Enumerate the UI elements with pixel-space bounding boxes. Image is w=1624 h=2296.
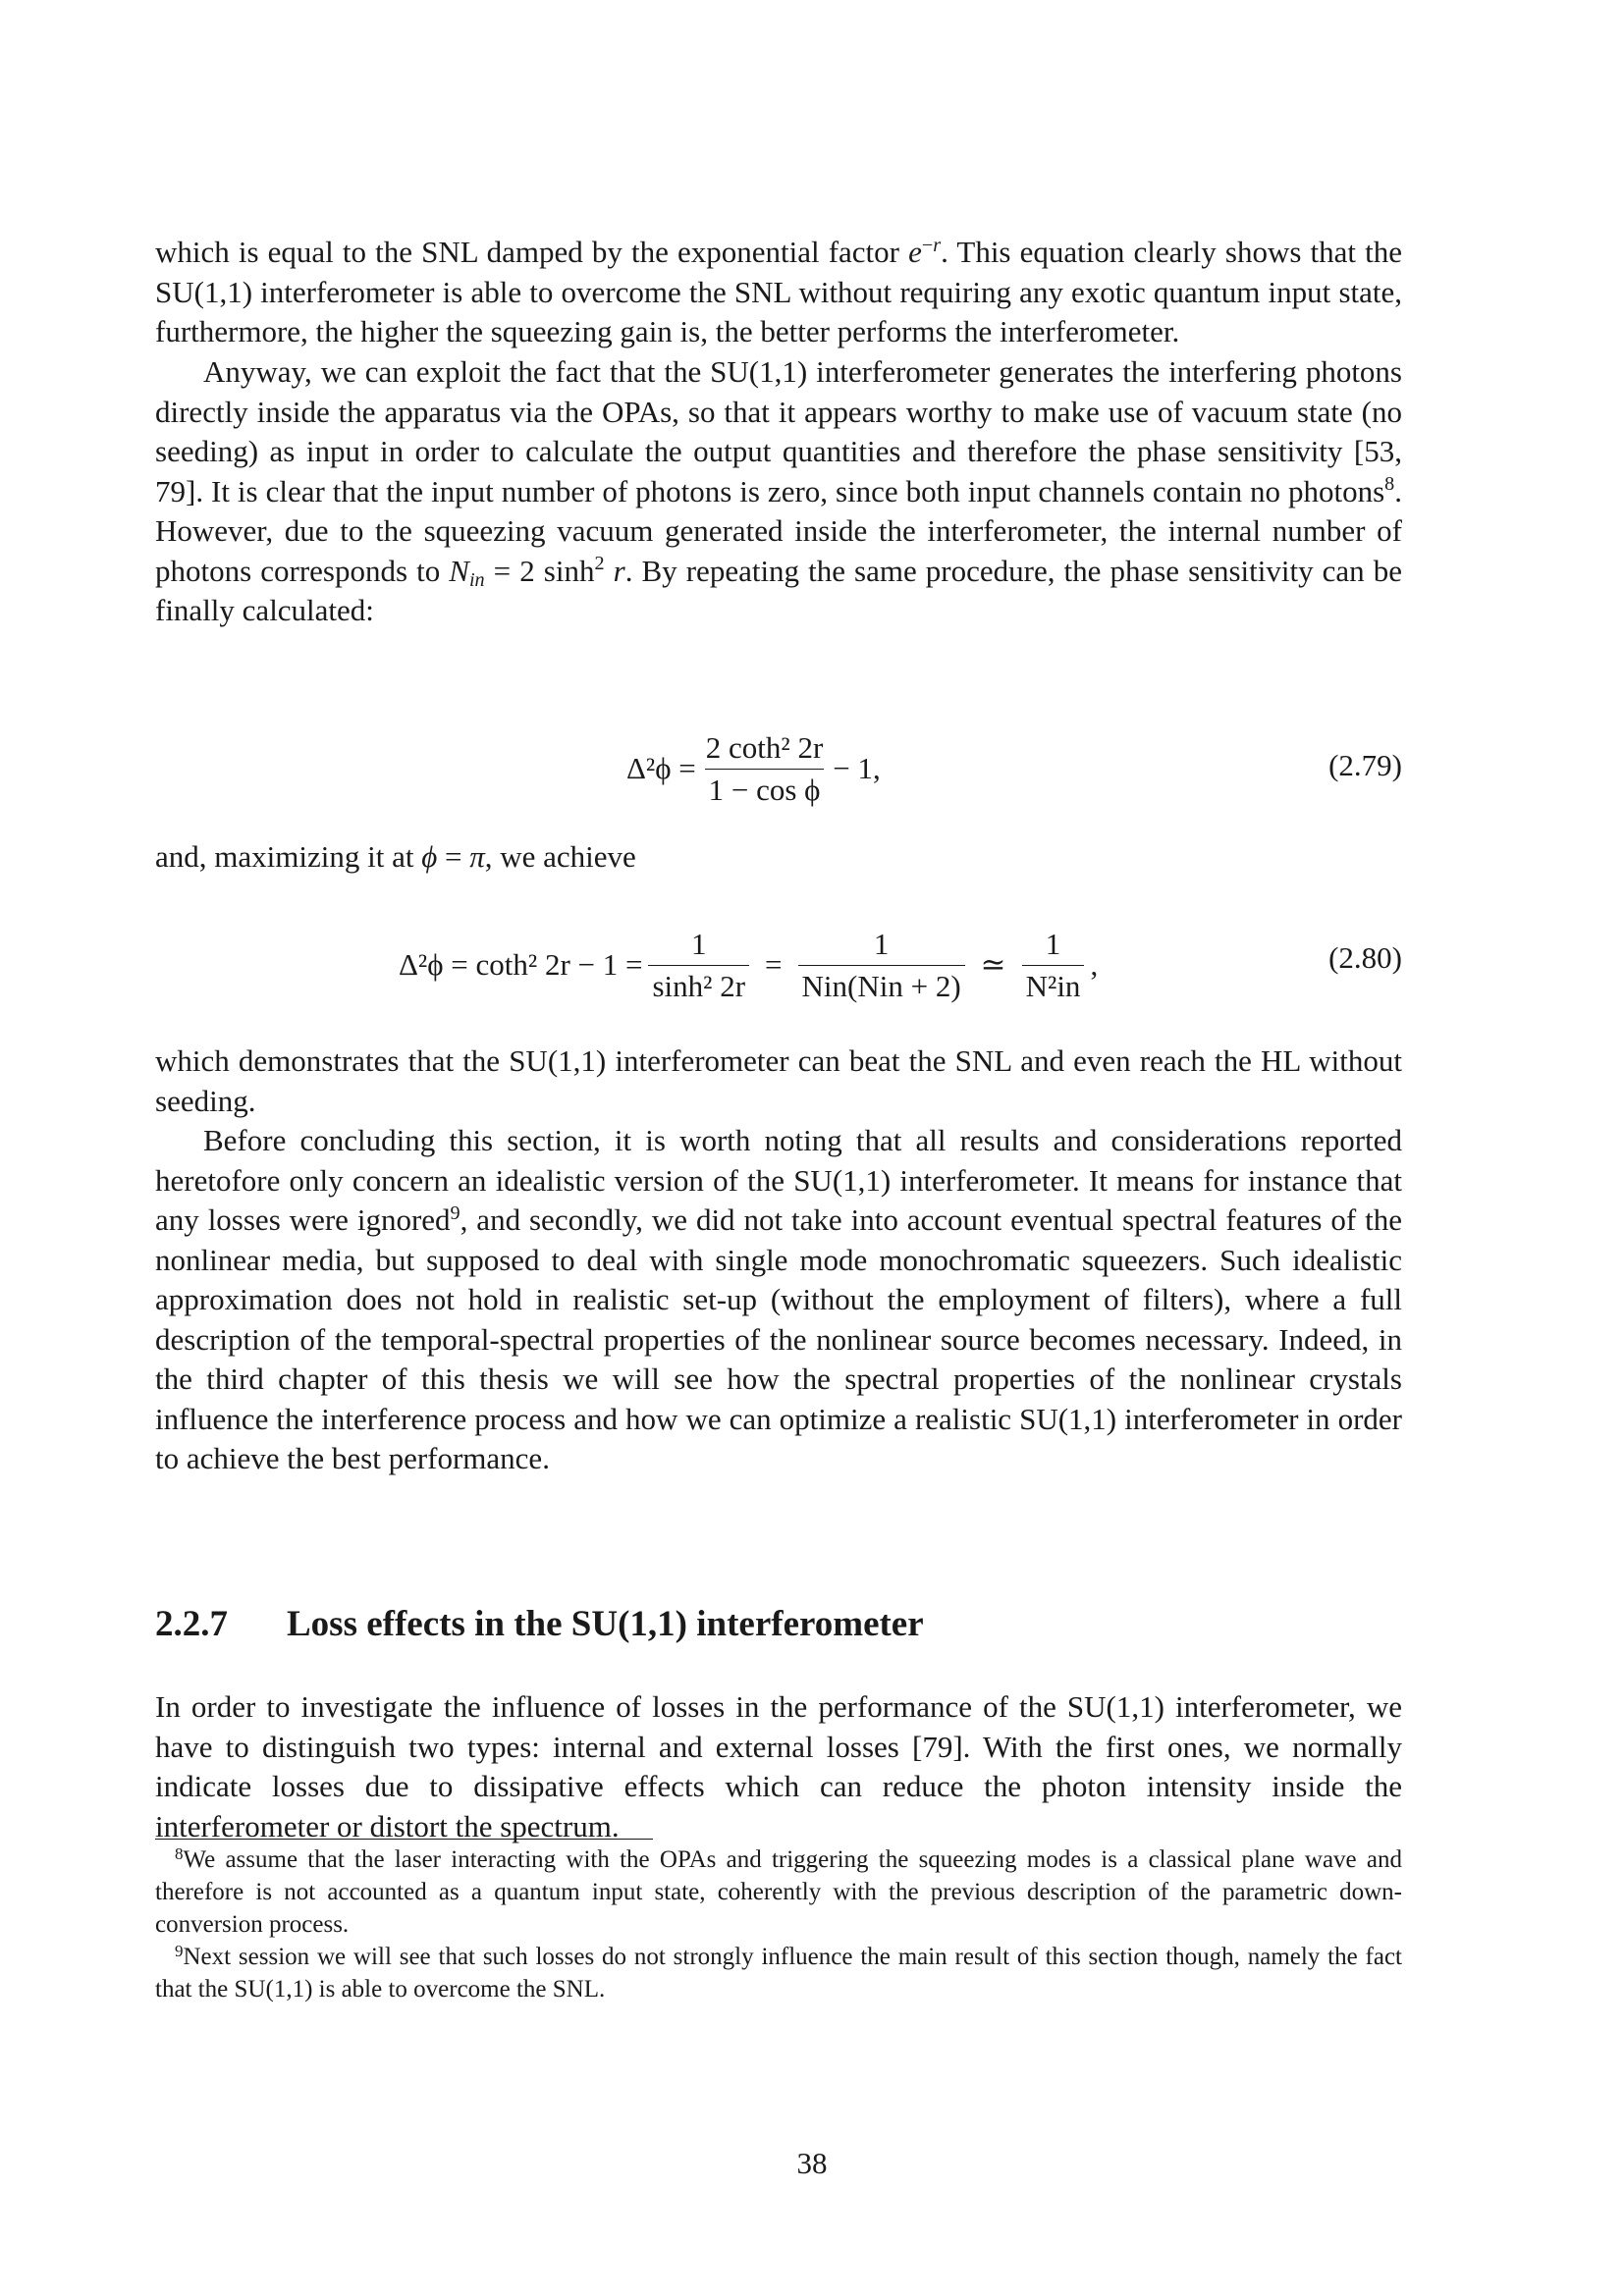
paragraph-4-text: which demonstrates that the SU(1,1) interferometer can beat the SNL and even reach the HL without seeding. (155, 1043, 1402, 1118)
paragraph-3-text: and, maximizing it at ϕ = π, we achieve (155, 839, 636, 874)
footnote-mark-9[interactable]: 9 (450, 1201, 460, 1224)
eq-2-79-fraction (702, 731, 828, 807)
eq-2-80-fraction-3 (1022, 928, 1085, 1003)
paragraph-2-text: Anyway, we can exploit the fact that the SU(1,1) interferometer generates the interfering photons directly inside the apparatus via the OPAs, so that it appears worthy to make use of vacuum state (no seeding) as input in order to calculate the output quantities and therefore the phase sensitivity [53, 79]. It is clear that the input number of photons is zero, since both input channels contain no photons$^8$. However, due to the squeezing vacuum generated inside the interferometer, the internal number of photons corresponds to $N_{in} = 2$ $\sinh^2 r$. By repeating the same procedure, the phase sensitivity can be finally calculated: (155, 354, 1402, 627)
eq-2-80-equals: = (765, 947, 783, 982)
eq-2-80-lhs: Δ²ϕ = coth² 2r − 1 = (399, 947, 643, 982)
paragraph-6 (155, 1687, 1402, 1846)
equation-2-80 (155, 911, 1402, 1019)
paragraph-6-text: In order to investigate the influence of losses in the performance of the SU(1,1) interferometer, we have to distinguish two types: internal and external losses [79]. With the first ones, we normally indicate losses due to dissipative effects which can reduce the photon intensity inside the interferometer or distort the spectrum. (155, 1689, 1402, 1843)
eq-2-79-denominator: 1 − cos ϕ (705, 769, 825, 807)
footnote-8 (155, 1843, 1402, 1941)
paragraph-2 (155, 352, 1402, 631)
footnotes (155, 1843, 1402, 2005)
eq-2-80-fraction-2 (798, 928, 965, 1003)
eq-2-80-comma: , (1090, 947, 1099, 982)
section-heading (155, 1603, 924, 1645)
eq-2-80-f2-denominator: Nin(Nin + 2) (798, 965, 965, 1003)
equation-2-79-expression (626, 720, 881, 818)
footnote-8-mark: 8 (175, 1843, 184, 1863)
equation-number-2-79: (2.79) (1328, 748, 1402, 782)
section-number: 2.2.7 (155, 1604, 228, 1644)
footnote-9 (155, 1941, 1402, 2005)
eq-2-79-lhs: Δ²ϕ = (626, 751, 696, 785)
footnote-separator (155, 1839, 653, 1840)
footnote-9-text: Next session we will see that such losses do not strongly influence the main result of this section though, namely the fact that the SU(1,1) is able to overcome the SNL. (155, 1944, 1402, 2002)
eq-2-80-f1-numerator: 1 (691, 926, 707, 961)
footnote-mark-8[interactable]: 8 (1384, 473, 1395, 496)
paragraph-5-text: Before concluding this section, it is worth noting that all results and considerations reported heretofore only concern an idealistic version of the SU(1,1) interferometer. It means for instance that any losses were ignored$^9$, and secondly, we did not take into account eventual spectral features of the nonlinear media, but supposed to deal with single mode monochromatic squeezers. Such idealistic approximation does not hold in realistic set-up (without the employment of filters), where a full description of the temporal-spectral properties of the nonlinear source becomes necessary. Indeed, in the third chapter of this thesis we will see how the spectral properties of the nonlinear crystals influence the interference process and how we can optimize a realistic SU(1,1) interferometer in order to achieve the best performance. (155, 1123, 1402, 1475)
eq-2-80-f3-denominator: N²in (1022, 965, 1085, 1003)
footnote-9-mark: 9 (175, 1941, 184, 1960)
eq-2-80-f2-numerator: 1 (873, 926, 890, 961)
section-title: Loss effects in the SU(1,1) interferometer (287, 1604, 924, 1644)
eq-2-80-fraction-1 (648, 928, 749, 1003)
paragraph-1-text: which is equal to the SNL damped by the exponential factor $e^{-r}$. This equation clearly shows that the SU(1,1) interferometer is able to overcome the SNL without requiring any exotic quantum input state, furthermore, the higher the squeezing gain is, the better performs the interferometer. (155, 234, 1402, 348)
eq-2-79-numerator: 2 coth² 2r (705, 729, 824, 765)
paragraph-4 (155, 1041, 1402, 1121)
eq-2-80-f3-numerator: 1 (1045, 926, 1061, 961)
paragraph-5 (155, 1121, 1402, 1479)
equation-2-79 (155, 720, 1402, 818)
eq-2-79-tail: − 1, (833, 751, 881, 785)
equation-2-80-expression (399, 911, 1098, 1019)
paragraph-3 (155, 837, 1402, 878)
eq-2-80-approx: ≃ (980, 947, 1006, 982)
paragraph-1 (155, 233, 1402, 352)
equation-number-2-80: (2.80) (1328, 940, 1402, 975)
eq-2-80-f1-denominator: sinh² 2r (648, 965, 749, 1003)
footnote-8-text: We assume that the laser interacting with the OPAs and triggering the squeezing modes is a classical plane wave and therefore is not accounted as a quantum input state, coherently with the previous description of the parametric down-conversion process. (155, 1846, 1402, 1938)
page-number: 38 (796, 2146, 828, 2180)
